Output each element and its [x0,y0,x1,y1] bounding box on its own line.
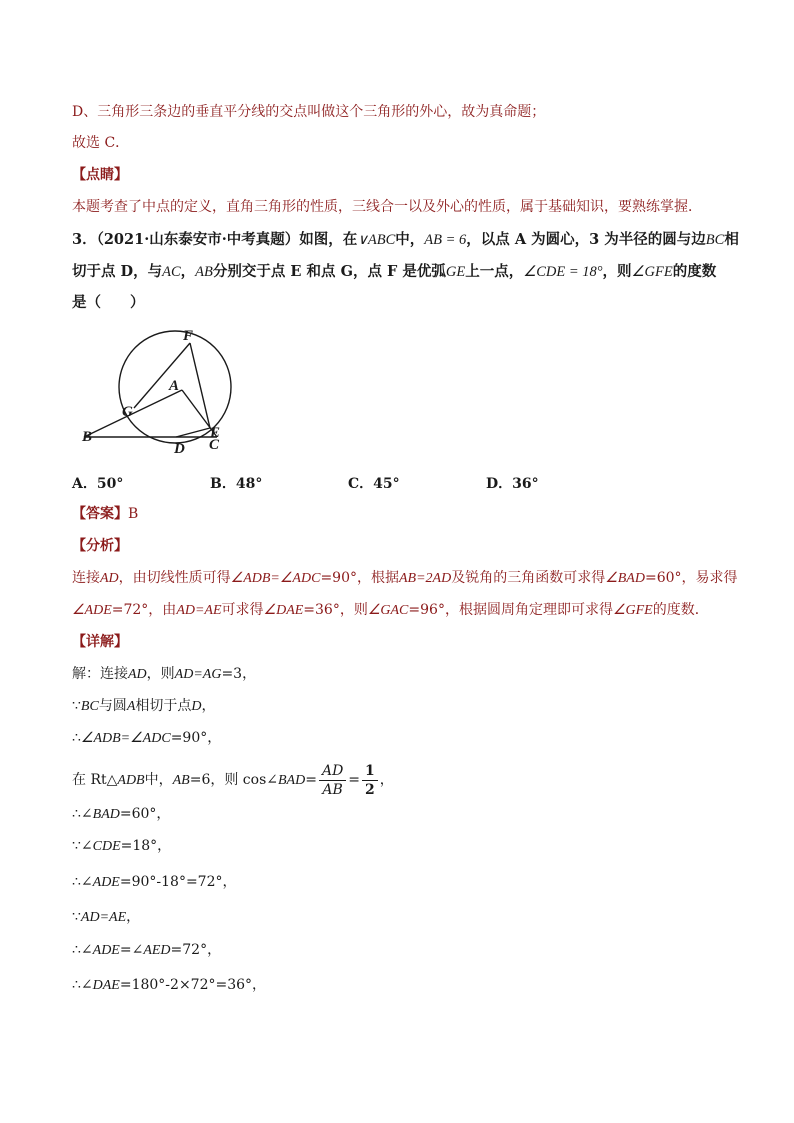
option-b: B．48° [210,476,263,492]
analysis-line-2 [72,600,732,621]
question-source: （2021·山东泰安市·中考真题） [96,231,300,248]
question-3-line-3 [72,293,732,313]
analysis-heading [72,536,732,556]
text: 本题考查了中点的定义，直角三角形的性质，三线合一以及外心的性质，属于基础知识，要熟练掌握． [72,199,702,215]
heading: 【点睛】 [72,167,128,183]
math: ∠GFE [612,603,653,618]
segment-fg [134,343,190,408]
text: 上一点， [465,263,524,280]
text: =72°，由 [111,602,177,618]
text: =∠ [119,942,144,958]
detail-step-3 [72,728,732,749]
text: 切于点 D，与 [72,263,163,280]
point-label-d: D [174,441,185,457]
text: =3， [221,666,257,682]
text: ∴∠ [72,874,93,890]
text: =90°， [170,730,222,746]
text: ∴∠ [72,942,93,958]
question-3-line-2 [72,262,732,282]
text: ∵ [72,909,81,925]
heading: 【分析】 [72,538,128,554]
math: AC [162,264,181,280]
geometry-figure [72,325,272,460]
text: 故选 C． [72,135,130,151]
math: AED [143,943,171,958]
text: ， [379,772,394,788]
option-c: C．45° [348,476,400,492]
answer-line [72,504,732,524]
math: ∠ADB=∠ADC [230,571,321,586]
math: DAE [92,978,120,993]
numerator: AD [319,762,346,781]
detail-step-8 [72,907,732,928]
math: ∠BAD [605,571,645,586]
point-label-c: C [209,437,220,453]
math: AD=AE [176,603,222,618]
text: 连接 [72,570,100,586]
answer-tag: 【答案】 [72,506,128,522]
math: AD=AE [80,910,127,925]
segment-ba [84,390,182,437]
text: 的度数． [652,602,709,618]
fraction-ad-ab [319,762,346,799]
math: BC [80,699,99,714]
text: =90°，根据 [320,570,399,586]
text: 可求得 [221,602,264,618]
text: ， [201,698,216,714]
math: AB = 6 [424,232,467,248]
detail-step-10 [72,975,732,996]
answer-value: B [128,506,139,522]
text: 在 Rt△ [72,772,118,788]
text: ，由切线性质可得 [118,570,231,586]
text: =6，则 cos∠ [189,772,278,788]
math: BAD [92,807,120,822]
math: GE [445,264,466,280]
math: ∠GAC [367,603,409,618]
text: 相切于点 [135,698,192,714]
math: AB=2AD [398,571,452,586]
option-d-statement [72,102,732,122]
text: ， [126,909,141,925]
analysis-line-1 [72,568,738,589]
option-d: D．36° [486,476,539,492]
detail-step-1 [72,664,732,685]
math: ∠DAE [263,603,304,618]
math: BC [705,232,725,248]
text: ∴ [72,730,81,746]
math: ADE [92,943,120,958]
text: 如图，在 [299,231,358,248]
detail-step-2 [72,696,732,717]
dianjing-text [72,197,732,217]
math: AD [128,667,147,682]
text: D、三角形三条边的垂直平分线的交点叫做这个三角形的外心，故为真命题； [72,104,546,120]
text: 的度数 [672,263,717,280]
text: = [348,772,361,788]
choose-line [72,133,732,153]
detail-step-6 [72,836,732,857]
math: ADE [92,875,120,890]
math: AD [100,571,119,586]
text: =60°， [119,806,171,822]
text: =180°-2×72°=36°， [119,977,267,993]
point-label-e: E [210,425,221,441]
text: =36°，则 [303,602,368,618]
math: ∠GFE [631,264,673,280]
math: ∠ADE [72,603,112,618]
text: ∵ [72,698,81,714]
point-label-f: F [183,328,194,344]
text: 与圆 [98,698,127,714]
math: D [191,699,202,714]
text: ，则 [146,666,175,682]
text: =90°-18°=72°， [119,874,237,890]
point-label-g: G [122,404,133,420]
text: ∵∠ [72,838,93,854]
question-3-line-1 [72,230,739,250]
denominator: AB [322,781,343,798]
question-number: 3． [72,231,97,248]
text: ∴∠ [72,806,93,822]
math: A [126,699,136,714]
detail-heading [72,632,732,652]
text: 是（ ） [72,294,145,311]
math: AD=AG [174,667,222,682]
text: 解：连接 [72,666,128,682]
math: CDE [92,839,121,854]
math: ADB [117,773,145,788]
math: BAD [278,773,306,788]
segment-de [176,428,210,437]
text: =96°，根据圆周角定理即可求得 [408,602,613,618]
text: = [305,772,317,788]
math: AB [172,773,190,788]
heading: 【详解】 [72,634,128,650]
detail-step-5 [72,804,732,825]
numerator: 1 [362,762,378,781]
text: =60°，易求得 [644,570,738,586]
text: ， [180,263,196,280]
option-a: A．50° [72,476,124,492]
text: =72°， [170,942,222,958]
detail-step-7 [72,872,732,893]
point-label-a: A [169,378,180,394]
math: ∨ABC [357,232,396,248]
text: 及锐角的三角函数可求得 [451,570,606,586]
math: ∠CDE = 18° [523,264,603,280]
detail-step-9 [72,940,732,961]
math: ∠ADB=∠ADC [80,731,171,746]
denominator: 2 [365,781,375,798]
text: 相 [724,231,739,248]
point-label-b: B [82,429,93,445]
text: 中， [395,231,425,248]
fraction-one-half [362,762,378,799]
text: ，以点 A 为圆心，3 为半径的圆与边 [466,231,706,248]
detail-step-4 [72,760,732,800]
text: 分别交于点 E 和点 G，点 F 是优弧 [212,263,446,280]
math: AB [195,264,213,280]
text: 中， [144,772,173,788]
text: =18°， [120,838,172,854]
dianjing-heading [72,165,732,185]
text: ，则 [602,263,632,280]
text: ∴∠ [72,977,93,993]
